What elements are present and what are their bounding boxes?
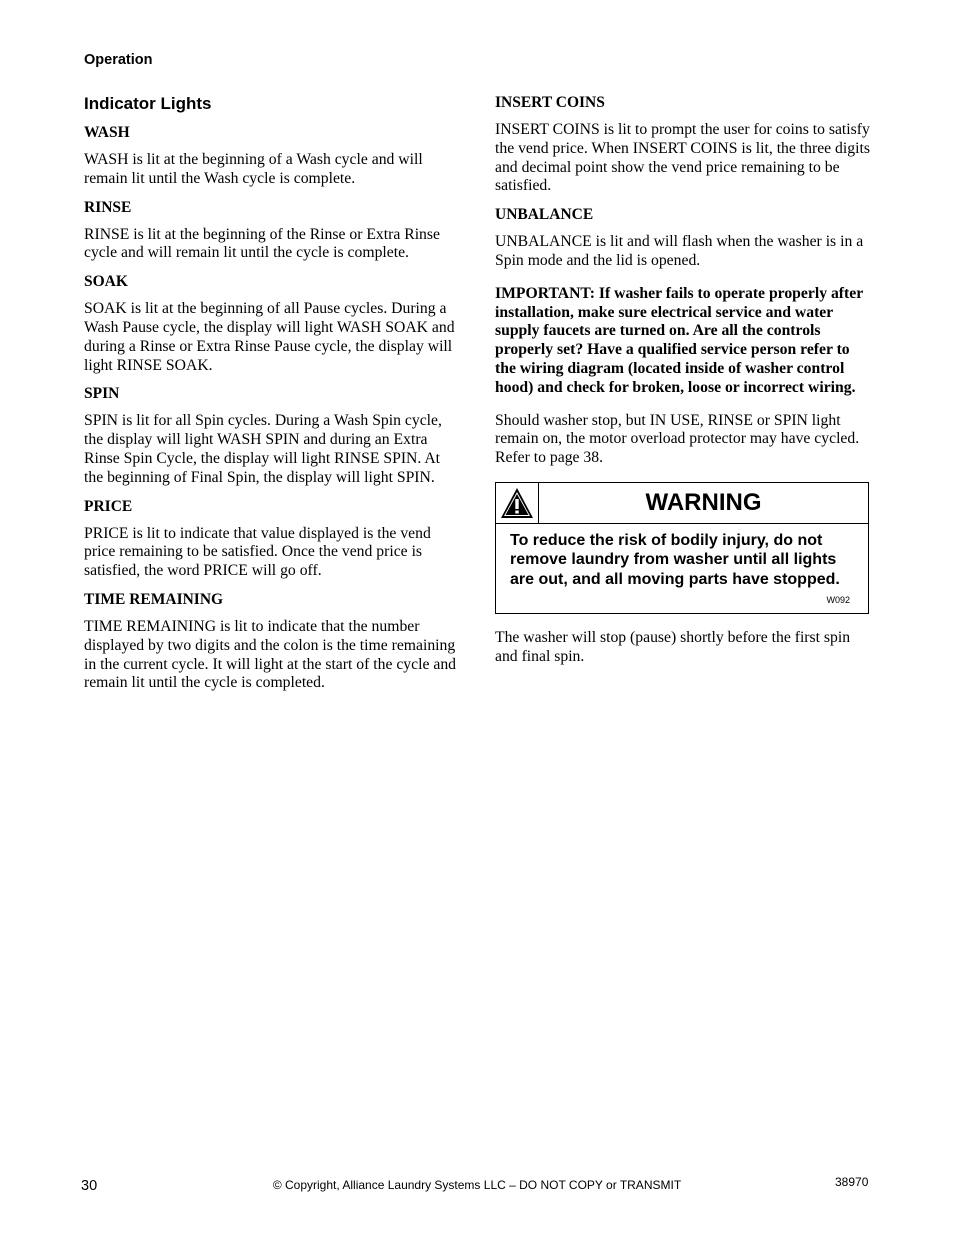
text-time-remaining: TIME REMAINING is lit to indicate that the number displayed by two digits and the colon is the time remaining in the current cycle. It will light at the start of the cycle and remain lit until the cycle is completed.: [84, 617, 457, 692]
left-column: [84, 93, 462, 702]
important-note: IMPORTANT: If washer fails to operate properly after installation, make sure electrical service and water supply faucets are turned on. Are all the controls properly set? Have a qualified service person refer to the wiring diagram (located inside of washer control hood) and check for broken, loose or incorrect wiring.: [495, 284, 863, 396]
section-header: Operation: [84, 52, 153, 68]
text-rinse: RINSE is lit at the beginning of the Rinse or Extra Rinse cycle and will remain lit until the cycle is complete.: [84, 225, 440, 262]
text-price: PRICE is lit to indicate that value displayed is the vend price remaining to be satisfied. Once the vend price is satisfied, the word PRICE will go off.: [84, 524, 431, 580]
document-number: 38970: [835, 1175, 869, 1189]
heading-unbalance: UNBALANCE: [495, 206, 594, 224]
text-soak: SOAK is lit at the beginning of all Pause cycles. During a Wash Pause cycle, the display will light WASH SOAK and during a Rinse or Extra Rinse Pause cycle, the display will light RINSE SOAK.: [84, 300, 455, 374]
heading-spin: SPIN: [84, 385, 120, 403]
page-number: 30: [81, 1178, 98, 1194]
warning-header: [496, 483, 868, 524]
warning-code: W092: [826, 594, 850, 605]
heading-soak: SOAK: [84, 273, 128, 291]
heading-wash: WASH: [84, 124, 130, 141]
right-column: [495, 93, 873, 675]
warning-triangle-icon: [496, 483, 539, 523]
heading-insert-coins: INSERT COINS: [495, 94, 605, 111]
heading-price: PRICE: [84, 497, 133, 515]
heading-time-remaining: TIME REMAINING: [84, 590, 224, 608]
warning-text: To reduce the risk of bodily injury, do not remove laundry from washer until all lights are out, and all moving parts have stopped.: [510, 531, 840, 588]
text-insert-coins: INSERT COINS is lit to prompt the user for coins to satisfy the vend price. When INSERT COINS is lit, the three digits and decimal point show the vend price remaining to be satisfied.: [495, 121, 870, 195]
copyright-notice: © Copyright, Alliance Laundry Systems LLC – DO NOT COPY or TRANSMIT: [272, 1178, 682, 1192]
text-spin: SPIN is lit for all Spin cycles. During a Wash Spin cycle, the display will light WASH SPIN and during an Extra Rinse Spin Cycle, the display will light RINSE SPIN. At the beginning of Final Spin, the display will light SPIN.: [84, 412, 442, 486]
heading-rinse: RINSE: [84, 198, 132, 216]
stop-note: Should washer stop, but IN USE, RINSE or SPIN light remain on, the motor overload protector may have cycled. Refer to page 38.: [495, 411, 860, 467]
page-title: Indicator Lights: [84, 94, 212, 113]
text-unbalance: UNBALANCE is lit and will flash when the washer is in a Spin mode and the lid is opened.: [495, 233, 864, 269]
warning-box: [495, 482, 869, 614]
pause-note: The washer will stop (pause) shortly before the first spin and final spin.: [495, 628, 851, 665]
warning-title: WARNING: [645, 488, 762, 516]
text-wash: WASH is lit at the beginning of a Wash cycle and will remain lit until the Wash cycle is complete.: [84, 151, 423, 187]
